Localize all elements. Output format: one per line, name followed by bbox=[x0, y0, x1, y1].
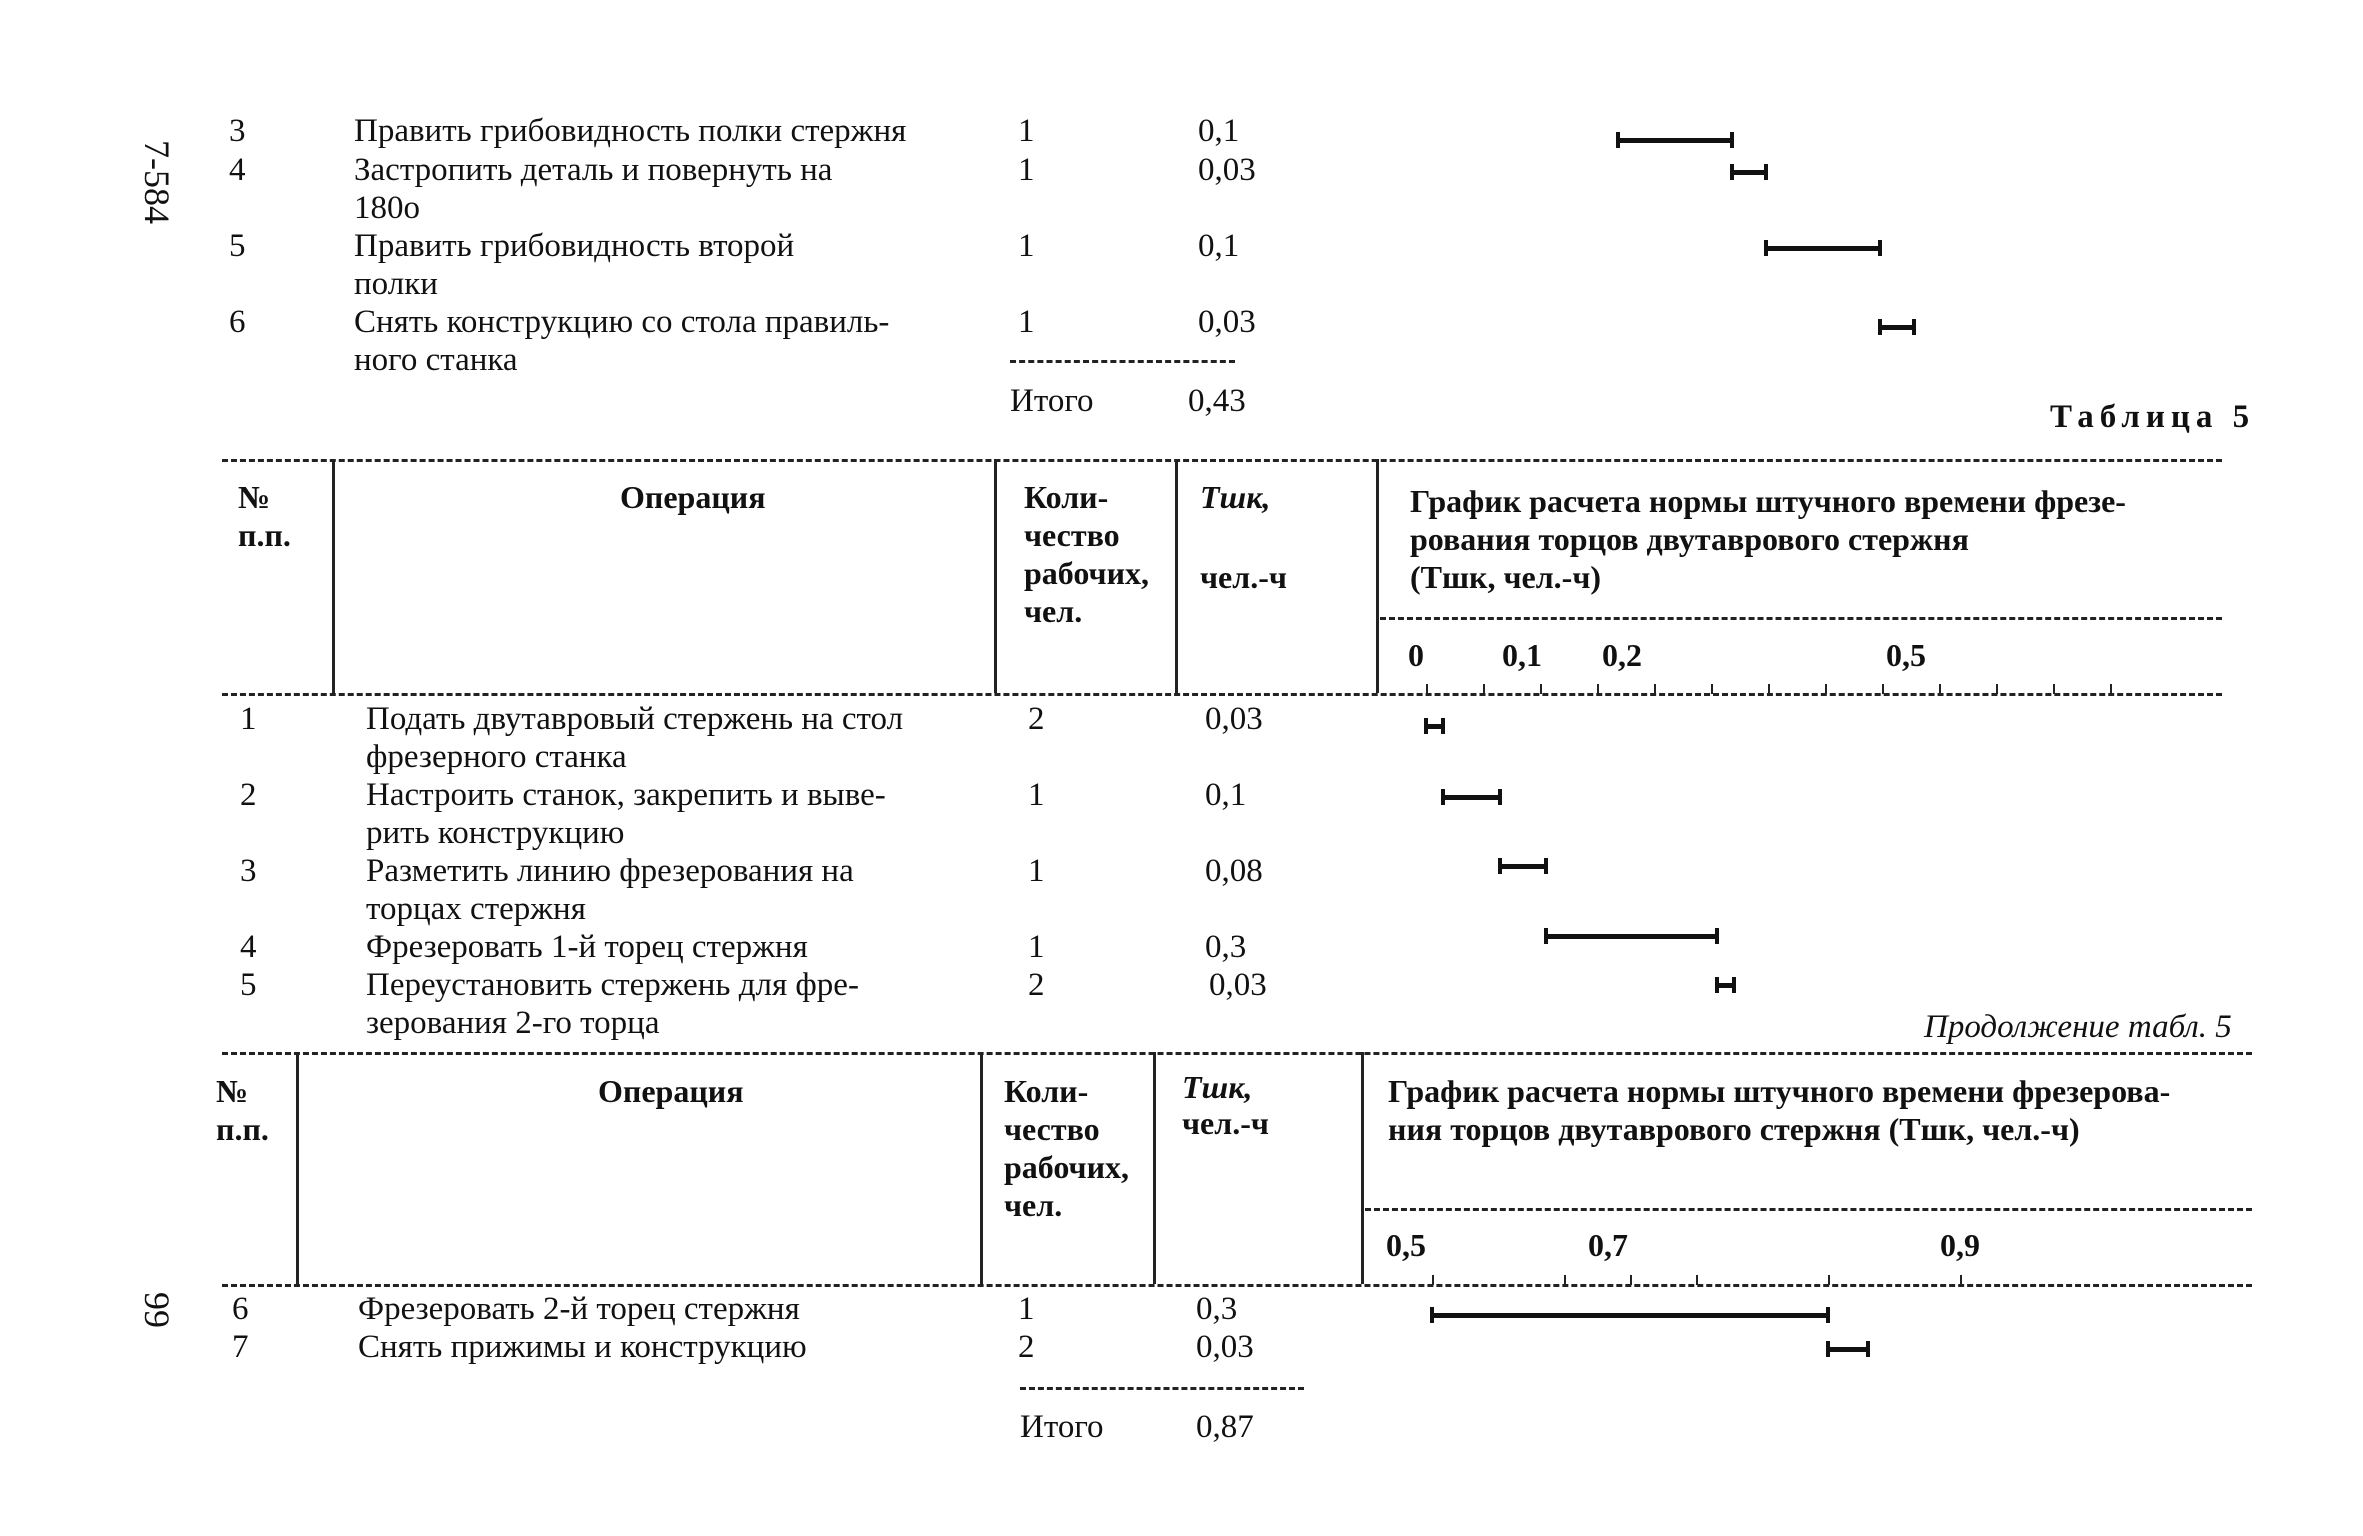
operation-text: полки bbox=[354, 266, 438, 302]
row-num: 5 bbox=[240, 967, 257, 1003]
row-num: 7 bbox=[232, 1329, 249, 1365]
workers-count: 2 bbox=[1028, 967, 1045, 1003]
time-value: 0,03 bbox=[1205, 701, 1263, 737]
time-value: 0,03 bbox=[1198, 304, 1256, 340]
column-divider bbox=[1361, 1052, 1364, 1284]
chart-title: График расчета нормы штучного времени фрезе- bbox=[1410, 483, 2126, 519]
scale-tick bbox=[1564, 1275, 1566, 1285]
time-value: 0,03 bbox=[1209, 967, 1267, 1003]
scale-tick bbox=[1882, 684, 1884, 694]
operation-text: Править грибовидность полки стержня bbox=[354, 113, 907, 149]
gantt-bar bbox=[1732, 170, 1766, 175]
document-code: 7-584 bbox=[137, 140, 177, 224]
workers-count: 1 bbox=[1018, 1291, 1035, 1327]
scale-tick bbox=[1939, 684, 1941, 694]
header-operation: Операция bbox=[620, 479, 766, 515]
workers-count: 2 bbox=[1018, 1329, 1035, 1365]
header-num: № bbox=[238, 479, 271, 515]
gantt-bar bbox=[1766, 246, 1880, 251]
operation-text: Править грибовидность второй bbox=[354, 228, 795, 264]
row-num: 4 bbox=[229, 152, 246, 188]
operation-text: рить конструкцию bbox=[366, 815, 625, 851]
header-time: Tшк, bbox=[1182, 1069, 1253, 1105]
operation-text: Подать двутавровый стержень на стол bbox=[366, 701, 904, 737]
workers-count: 1 bbox=[1028, 853, 1045, 889]
total-label: Итого bbox=[1010, 383, 1094, 419]
row-num: 3 bbox=[229, 113, 246, 149]
scale-label: 0 bbox=[1408, 637, 1424, 673]
scale-tick bbox=[1696, 1275, 1698, 1285]
workers-count: 1 bbox=[1018, 228, 1035, 264]
chart-title: (Tшк, чел.-ч) bbox=[1410, 559, 1602, 595]
scale-tick bbox=[1960, 1275, 1962, 1285]
scale-tick bbox=[1483, 684, 1485, 694]
time-value: 0,1 bbox=[1198, 113, 1240, 149]
time-value: 0,03 bbox=[1198, 152, 1256, 188]
operation-text: Разметить линию фрезерования на bbox=[366, 853, 854, 889]
scale-tick bbox=[2053, 684, 2055, 694]
row-num: 3 bbox=[240, 853, 257, 889]
chart-scale-border bbox=[1365, 1208, 2252, 1211]
scale-tick bbox=[1630, 1275, 1632, 1285]
column-divider bbox=[332, 459, 335, 693]
scale-tick bbox=[2110, 684, 2112, 694]
header-operation: Операция bbox=[598, 1073, 744, 1109]
row-num: 2 bbox=[240, 777, 257, 813]
header-num: п.п. bbox=[216, 1111, 269, 1147]
header-workers: Коли- bbox=[1004, 1073, 1089, 1109]
total-separator bbox=[1010, 360, 1235, 363]
scale-tick bbox=[1825, 684, 1827, 694]
header-workers: чел. bbox=[1024, 593, 1083, 629]
gantt-bar bbox=[1443, 795, 1500, 800]
header-workers: чел. bbox=[1004, 1187, 1063, 1223]
operation-text: зерования 2-го торца bbox=[366, 1005, 660, 1041]
scale-label: 0,7 bbox=[1588, 1227, 1628, 1263]
column-divider bbox=[980, 1052, 983, 1284]
scale-label: 0,5 bbox=[1886, 637, 1926, 673]
continuation-caption: Продолжение табл. 5 bbox=[1924, 1009, 2232, 1045]
workers-count: 2 bbox=[1028, 701, 1045, 737]
header-workers: чество bbox=[1004, 1111, 1100, 1147]
scale-tick bbox=[1426, 684, 1428, 694]
scale-tick bbox=[1996, 684, 1998, 694]
workers-count: 1 bbox=[1028, 929, 1045, 965]
gantt-bar bbox=[1717, 983, 1734, 988]
header-time: Tшк, bbox=[1200, 479, 1271, 515]
scale-label: 0,1 bbox=[1502, 637, 1542, 673]
column-divider bbox=[296, 1052, 299, 1284]
table-header-bottom bbox=[222, 1284, 2252, 1287]
total-separator bbox=[1020, 1387, 1304, 1390]
time-value: 0,1 bbox=[1205, 777, 1247, 813]
scale-tick bbox=[1654, 684, 1656, 694]
operation-text: Переустановить стержень для фре- bbox=[366, 967, 859, 1003]
total-label: Итого bbox=[1020, 1409, 1104, 1445]
chart-scale-border bbox=[1380, 617, 2222, 620]
header-time: чел.-ч bbox=[1182, 1105, 1269, 1141]
time-value: 0,3 bbox=[1205, 929, 1247, 965]
workers-count: 1 bbox=[1028, 777, 1045, 813]
chart-title: График расчета нормы штучного времени фрезерова- bbox=[1388, 1073, 2171, 1109]
gantt-bar bbox=[1828, 1347, 1868, 1352]
total-value: 0,43 bbox=[1188, 383, 1246, 419]
scale-label: 0,2 bbox=[1602, 637, 1642, 673]
operation-text: Застропить деталь и повернуть на bbox=[354, 152, 833, 188]
operation-text: 180о bbox=[354, 190, 420, 226]
workers-count: 1 bbox=[1018, 304, 1035, 340]
gantt-bar bbox=[1432, 1313, 1828, 1318]
operation-text: торцах стержня bbox=[366, 891, 586, 927]
operation-text: Фрезеровать 1-й торец стержня bbox=[366, 929, 808, 965]
workers-count: 1 bbox=[1018, 113, 1035, 149]
time-value: 0,3 bbox=[1196, 1291, 1238, 1327]
table-caption: Таблица 5 bbox=[2050, 399, 2256, 435]
row-num: 4 bbox=[240, 929, 257, 965]
operation-text: Настроить станок, закрепить и выве- bbox=[366, 777, 886, 813]
gantt-bar bbox=[1880, 325, 1914, 330]
gantt-bar bbox=[1426, 724, 1443, 729]
chart-title: ния торцов двутаврового стержня (Tшк, чел.-ч) bbox=[1388, 1111, 2080, 1147]
column-divider bbox=[1175, 459, 1178, 693]
scale-label: 0,9 bbox=[1940, 1227, 1980, 1263]
column-divider bbox=[1153, 1052, 1156, 1284]
page-number: 99 bbox=[137, 1292, 177, 1328]
gantt-bar bbox=[1618, 138, 1732, 143]
column-divider bbox=[994, 459, 997, 693]
header-workers: чество bbox=[1024, 517, 1120, 553]
row-num: 6 bbox=[229, 304, 246, 340]
scale-tick bbox=[1540, 684, 1542, 694]
header-workers: рабочих, bbox=[1024, 555, 1150, 591]
header-num: № bbox=[216, 1073, 249, 1109]
table-top-border bbox=[222, 1052, 2252, 1055]
time-value: 0,08 bbox=[1205, 853, 1263, 889]
scale-tick bbox=[1432, 1275, 1434, 1285]
operation-text: Снять конструкцию со стола правиль- bbox=[354, 304, 890, 340]
scale-tick bbox=[1711, 684, 1713, 694]
time-value: 0,1 bbox=[1198, 228, 1240, 264]
operation-text: Снять прижимы и конструкцию bbox=[358, 1329, 807, 1365]
gantt-bar bbox=[1546, 934, 1717, 939]
table-top-border bbox=[222, 459, 2222, 462]
operation-text: Фрезеровать 2-й торец стержня bbox=[358, 1291, 800, 1327]
row-num: 1 bbox=[240, 701, 257, 737]
time-value: 0,03 bbox=[1196, 1329, 1254, 1365]
operation-text: фрезерного станка bbox=[366, 739, 627, 775]
row-num: 5 bbox=[229, 228, 246, 264]
header-time: чел.-ч bbox=[1200, 559, 1287, 595]
header-workers: рабочих, bbox=[1004, 1149, 1130, 1185]
header-num: п.п. bbox=[238, 517, 291, 553]
operation-text: ного станка bbox=[354, 342, 518, 378]
scale-tick bbox=[1768, 684, 1770, 694]
chart-title: рования торцов двутаврового стержня bbox=[1410, 521, 1969, 557]
workers-count: 1 bbox=[1018, 152, 1035, 188]
scale-tick bbox=[1597, 684, 1599, 694]
column-divider bbox=[1376, 459, 1379, 693]
scale-tick bbox=[1828, 1275, 1830, 1285]
table-header-bottom bbox=[222, 693, 2222, 696]
gantt-bar bbox=[1500, 864, 1546, 869]
scale-label: 0,5 bbox=[1386, 1227, 1426, 1263]
header-workers: Коли- bbox=[1024, 479, 1109, 515]
total-value: 0,87 bbox=[1196, 1409, 1254, 1445]
row-num: 6 bbox=[232, 1291, 249, 1327]
